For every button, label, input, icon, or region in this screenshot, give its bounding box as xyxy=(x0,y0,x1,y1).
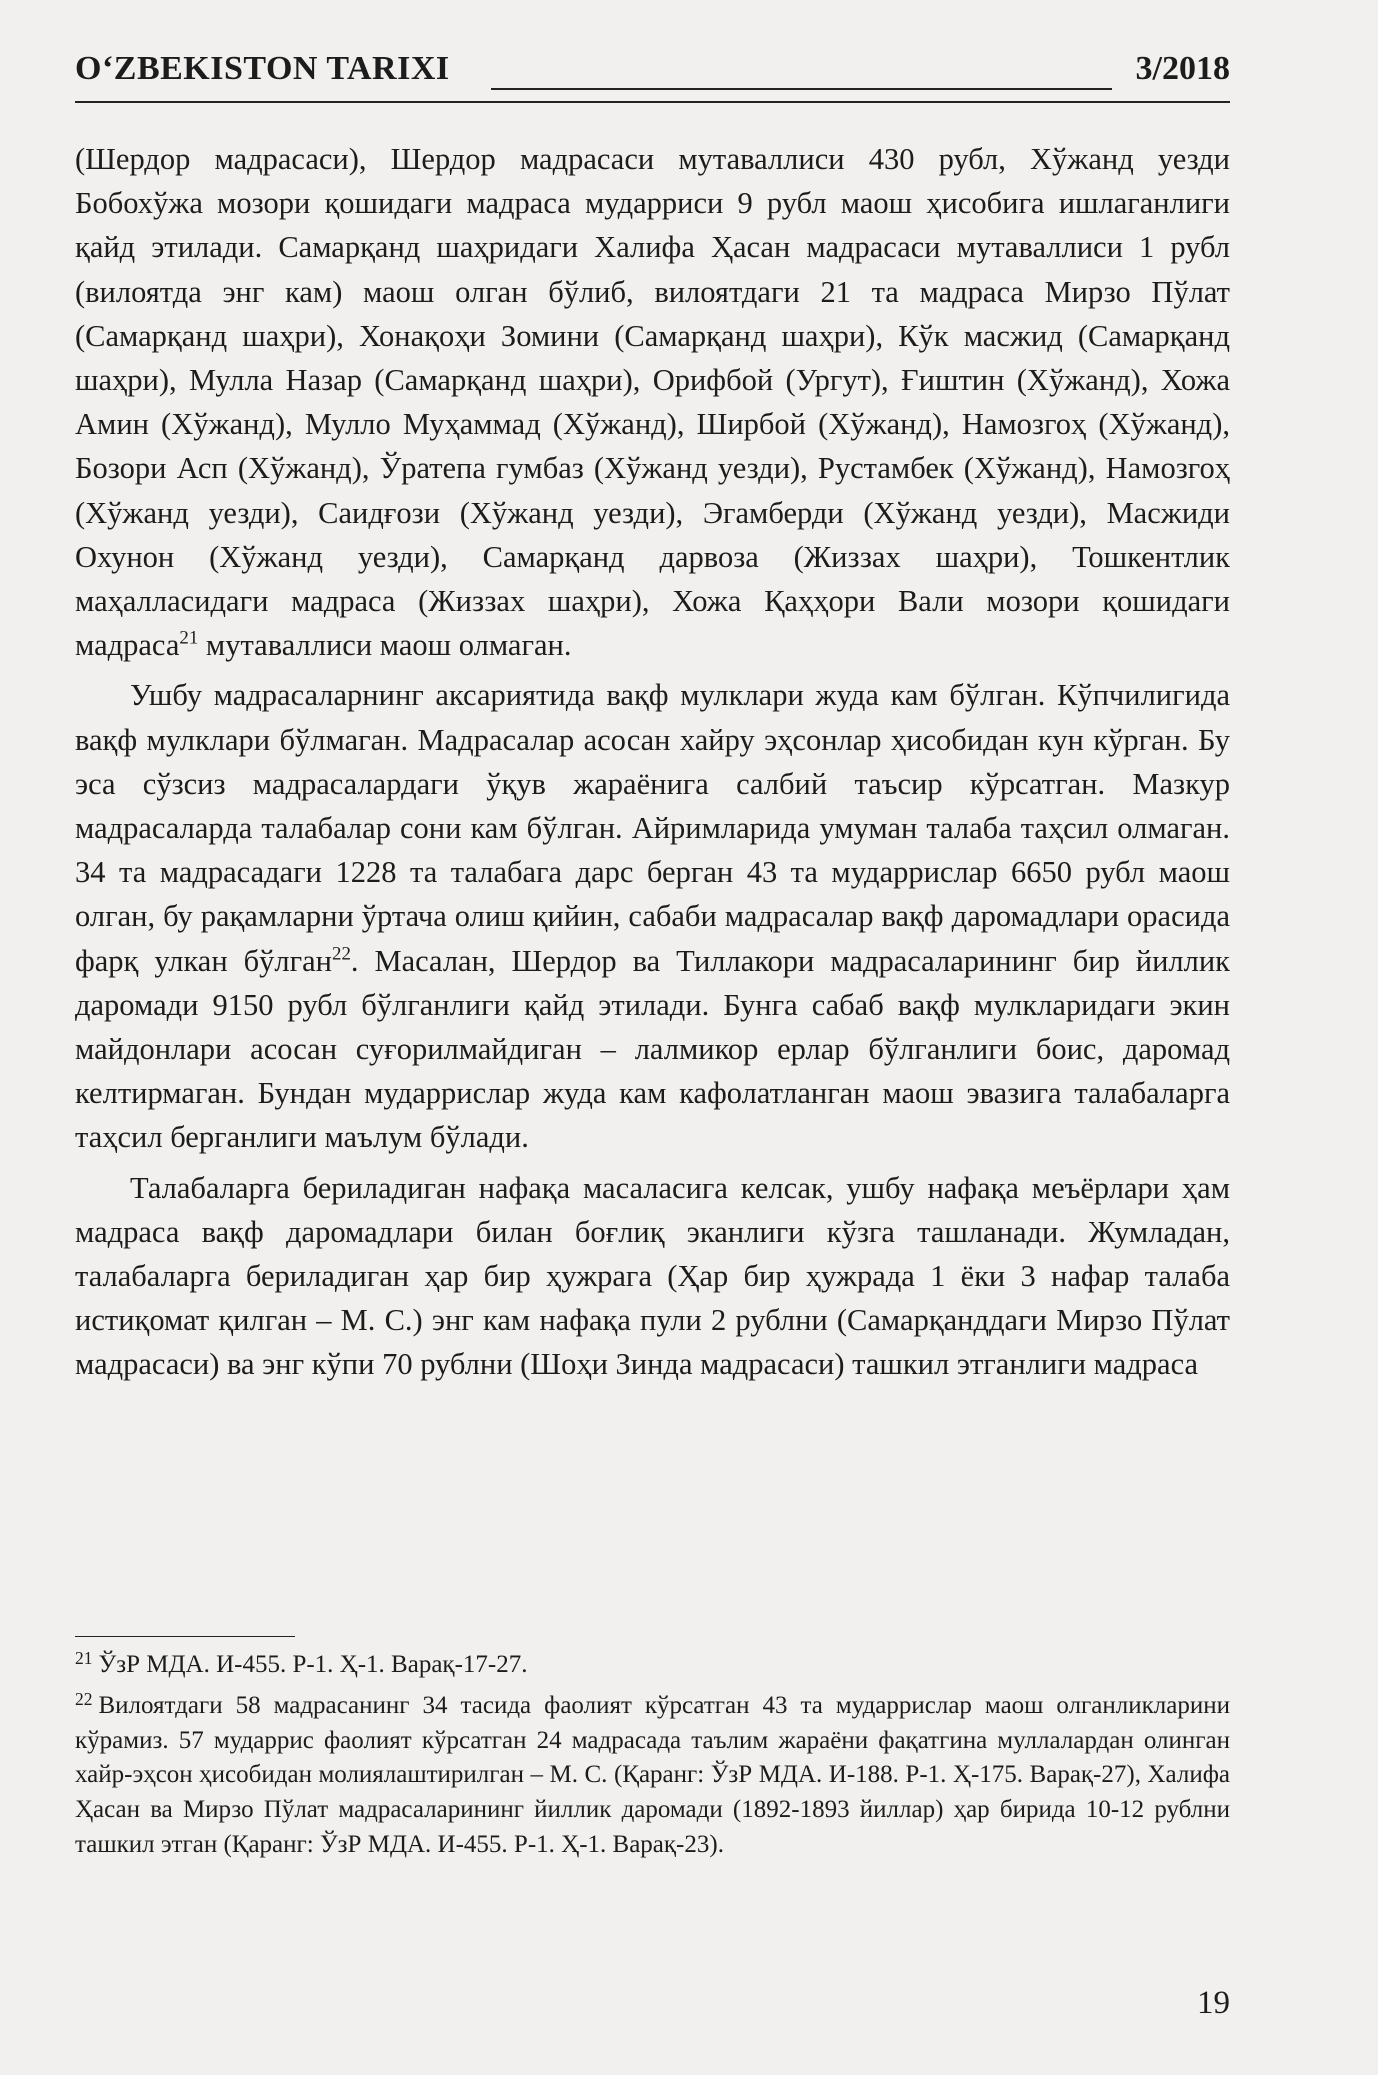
article-body xyxy=(75,137,1230,1393)
footnote-rule xyxy=(75,1636,295,1637)
paragraph-2-text: Ушбу мадрасаларнинг аксариятида вақф мулклари жуда кам бўлган. Кўпчилигида вақф мулклари бўлмаган. Мадрасалар асосан хайру эҳсонлар ҳисобидан кун кўрган. Бу эса сўзсиз мадрасалардаги ўқув жараёнига салбий таъсир кўрсатган. Мазкур мадрасаларда талабалар сони кам бўлган. Айримларида умуман талаба таҳсил олмаган. 34 та мадрасадаги 1228 та талабага дарс берган 43 та мударрислар 6650 рубл маош олган, бу рақамларни ўртача олиш қийин, сабаби мадрасалар вақф даромадлари орасида фарқ улкан бўлган xyxy=(75,678,1230,978)
paragraph-1-text: (Шердор мадрасаси), Шердор мадрасаси мутаваллиси 430 рубл, Хўжанд уезди Бобохўжа мозори қошидаги мадраса мударриси 9 рубл маош ҳисобига ишлаганлиги қайд этилади. Самарқанд шаҳридаги Халифа Ҳасан мадрасаси мутаваллиси 1 рубл (вилоятда энг кам) маош олган бўлиб, вилоятдаги 21 та мадраса Мирзо Пўлат (Самарқанд шаҳри), Хонақоҳи Зомини (Самарқанд шаҳри), Кўк масжид (Самарқанд шаҳри), Мулла Назар (Самарқанд шаҳри), Орифбой (Ургут), Ғиштин (Хўжанд), Хожа Амин (Хўжанд), Мулло Муҳаммад (Хўжанд), Ширбой (Хўжанд), Намозгоҳ (Хўжанд), Бозори Асп (Хўжанд), Ўратепа гумбаз (Хўжанд уезди), Рустамбек (Хўжанд), Намозгоҳ (Хўжанд уезди), Саидғози (Хўжанд уезди), Эгамберди (Хўжанд уезди), Масжиди Охунон (Хўжанд уезди), Самарқанд дарвоза (Жиззах шаҳри), Тошкентлик маҳалласидаги мадраса (Жиззах шаҳри), Хожа Қаҳҳори Вали мозори қошидаги мадраса xyxy=(75,142,1230,663)
journal-title: O‘ZBEKISTON TARIXI xyxy=(75,50,450,87)
paragraph-1 xyxy=(75,137,1230,667)
paragraph-2-text-end: . Масалан, Шердор ва Тиллакори мадрасаларининг бир йиллик даромади 9150 рубл бўлганлиги қайд этилади. Бунга сабаб вақф мулкларидаги экин майдонлари асосан суғорилмайдиган – лалмикор ерлар бўлганлиги боис, даромад келтирмаган. Бундан мударрислар жуда кам кафолатланган маош эвазига талабаларга таҳсил берганлиги маълум бўлади. xyxy=(75,943,1230,1155)
footnote-number: 22 xyxy=(75,1688,93,1709)
footnote-ref-22: 22 xyxy=(331,942,351,964)
running-header xyxy=(75,48,1230,98)
issue-number: 3/2018 xyxy=(1135,50,1230,87)
header-divider xyxy=(75,101,1230,103)
footnotes xyxy=(75,1648,1230,1869)
footnote-ref-21: 21 xyxy=(179,627,199,649)
footnote-text: ЎзР МДА. И-455. Р-1. Ҳ-1. Варақ-17-27. xyxy=(98,1651,528,1678)
paragraph-3: Талабаларга бериладиган нафақа масаласига келсак, ушбу нафақа меъёрлари ҳам мадраса вақф даромадлари билан боғлиқ эканлиги кўзга ташланади. Жумладан, талабаларга бериладиган ҳар бир ҳужрага (Ҳар бир ҳужрада 1 ёки 3 нафар талаба истиқомат қилган – М. С.) энг кам нафақа пули 2 рублни (Самарқанддаги Мирзо Пўлат мадрасаси) ва энг кўпи 70 рублни (Шоҳи Зинда мадрасаси) ташкил этганлиги мадраса xyxy=(75,1170,1230,1382)
paragraph-2 xyxy=(75,673,1230,1159)
header-rule xyxy=(491,88,1112,90)
footnote-21 xyxy=(75,1648,1230,1683)
footnote-22 xyxy=(75,1689,1230,1863)
page-number: 19 xyxy=(1197,1985,1230,2021)
paragraph-1-text-end: мутаваллиси маош олмаган. xyxy=(198,628,572,663)
footnote-number: 21 xyxy=(75,1648,93,1669)
footnote-text: Вилоятдаги 58 мадрасанинг 34 тасида фаолият кўрсатган 43 та мударрислар маош олганликларини кўрамиз. 57 мударрис фаолият кўрсатган 24 мадрасада таълим жараёни фақатгина муллалардан олинган хайр-эҳсон ҳисобидан молиялаштирилган – М. С. (Қаранг: ЎзР МДА. И-188. Р-1. Ҳ-175. Варақ-27), Халифа Ҳасан ва Мирзо Пўлат мадрасаларининг йиллик даромади (1892-1893 йиллар) ҳар бирида 10-12 рублни ташкил этган (Қаранг: ЎзР МДА. И-455. Р-1. Ҳ-1. Варақ-23). xyxy=(75,1691,1230,1858)
